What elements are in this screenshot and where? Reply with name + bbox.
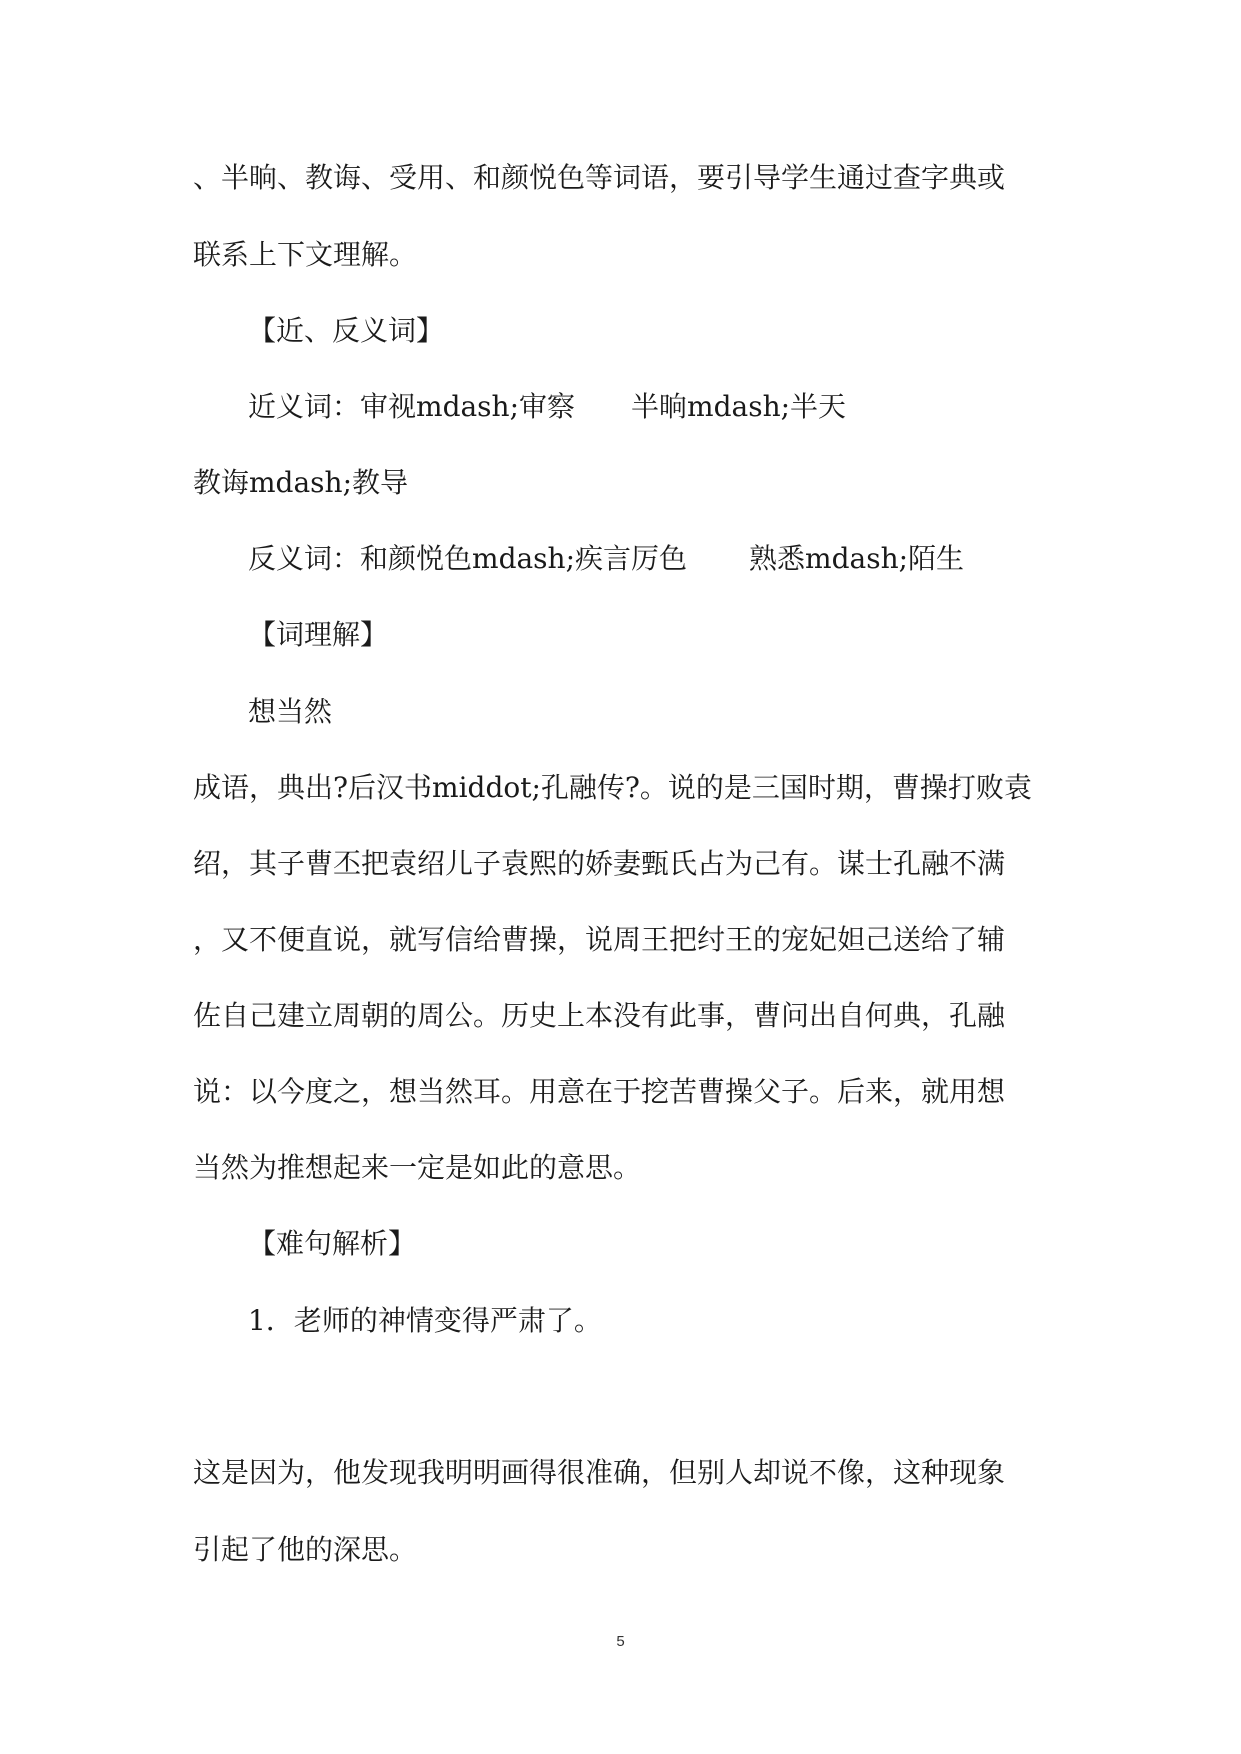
antonyms-line [248,539,964,579]
paragraph-line: 联系上下文理解。 [193,238,418,271]
paragraph-line: 这是因为，他发现我明明画得很准确，但别人却说不像，这种现象 [193,1456,1006,1489]
page-number: 5 [616,1633,625,1650]
antonyms-label: 反义词： [248,542,361,575]
synonym-pair: 审视mdash;审察 [360,390,576,423]
synonym-pair: 半晌mdash;半天 [631,390,847,423]
paragraph-line: 引起了他的深思。 [193,1533,418,1566]
synonyms-label: 近义词： [248,390,361,423]
synonym-pair: 教诲mdash;教导 [193,466,409,499]
paragraph-line: 、半晌、教诲、受用、和颜悦色等词语，要引导学生通过查字典或 [193,161,1006,194]
section-heading: 【近、反义词】 [248,314,445,347]
section-heading: 【词理解】 [248,618,389,651]
section-heading: 【难句解析】 [248,1227,417,1260]
antonym-pair: 熟悉mdash;陌生 [749,542,965,575]
antonym-pair: 和颜悦色mdash;疾言厉色 [360,542,688,575]
synonyms-line [248,387,846,427]
term-heading: 想当然 [248,695,333,728]
paragraph-line: 当然为推想起来一定是如此的意思。 [193,1151,642,1184]
numbered-sentence: 1．老师的神情变得严肃了。 [248,1304,602,1337]
paragraph-line: 佐自己建立周朝的周公。历史上本没有此事，曹问出自何典，孔融 [193,999,1006,1032]
paragraph-line: 说：以今度之，想当然耳。用意在于挖苦曹操父子。后来，就用想 [193,1075,1006,1108]
paragraph-line: ，又不便直说，就写信给曹操，说周王把纣王的宠妃妲己送给了辅 [193,923,1006,956]
paragraph-line: 成语，典出?后汉书middot;孔融传?。说的是三国时期，曹操打败袁 [193,771,1032,804]
paragraph-line: 绍，其子曹丕把袁绍儿子袁熙的娇妻甄氏占为己有。谋士孔融不满 [193,847,1006,880]
